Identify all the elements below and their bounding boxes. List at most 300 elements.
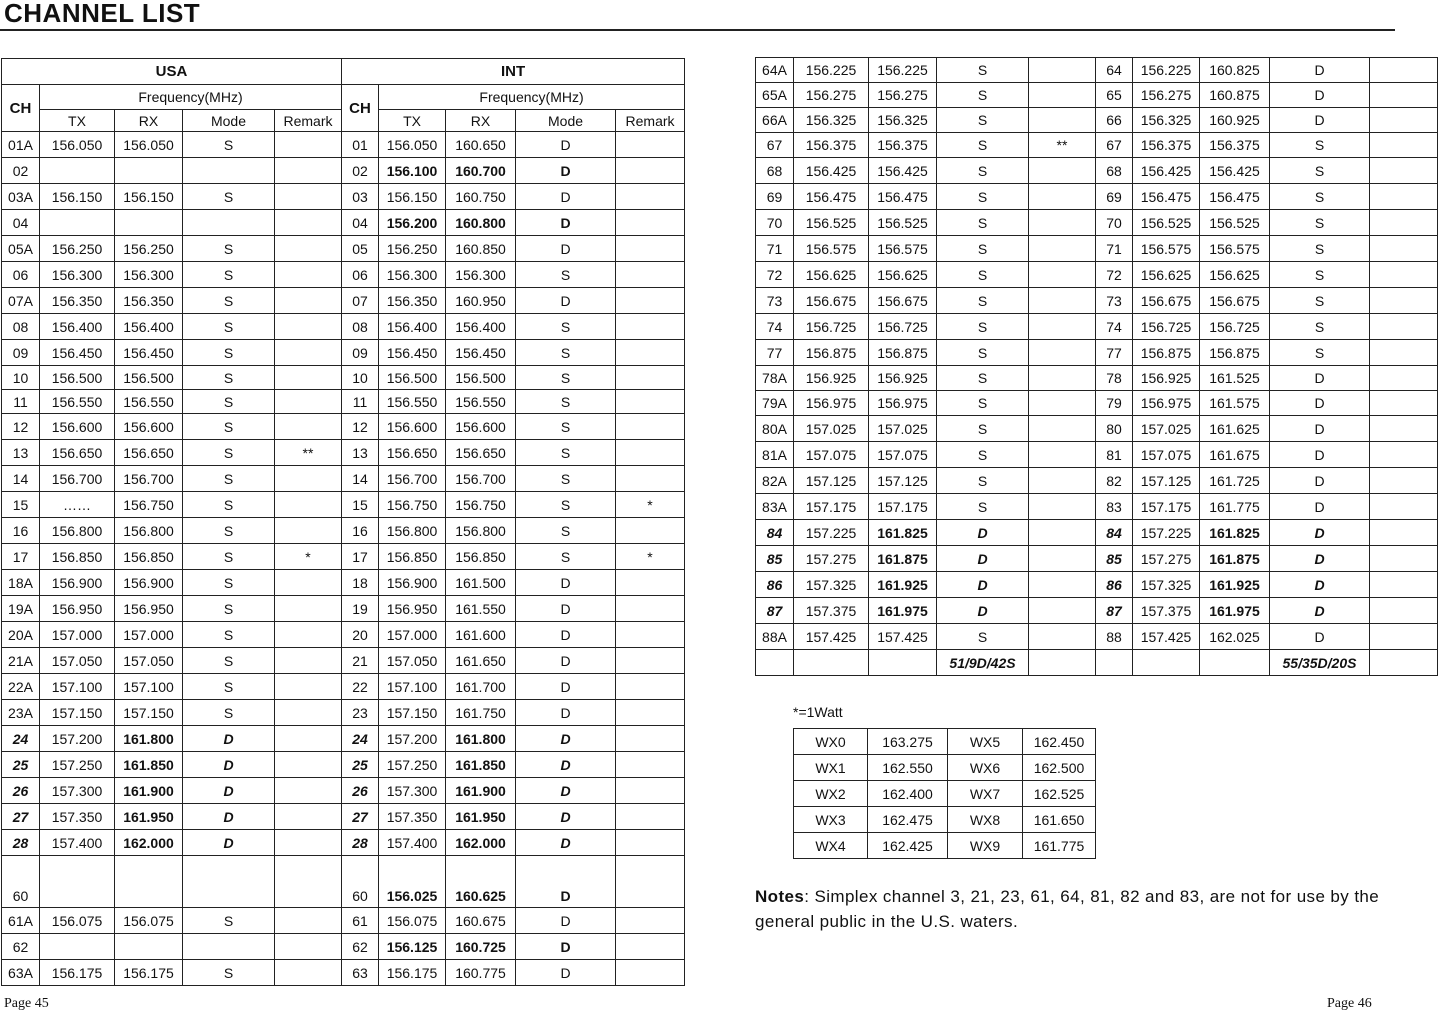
usa-remark-cell bbox=[275, 492, 342, 518]
int-rx-cell: 156.575 bbox=[1200, 236, 1270, 262]
int-ch-cell: 13 bbox=[342, 440, 379, 466]
channel-row bbox=[756, 133, 1438, 158]
int-mode-cell: D bbox=[516, 210, 616, 236]
usa-ch-cell: 86 bbox=[756, 572, 794, 598]
usa-remark-cell: ** bbox=[1029, 133, 1096, 158]
usa-tx-cell: 157.200 bbox=[40, 726, 115, 752]
int-tx-cell: 156.500 bbox=[379, 366, 446, 390]
usa-tx-cell: 156.800 bbox=[40, 518, 115, 544]
usa-tx-cell: 156.250 bbox=[40, 236, 115, 262]
usa-tx-cell: 156.275 bbox=[794, 83, 869, 108]
int-tx-cell: 156.100 bbox=[379, 158, 446, 184]
usa-rx-cell: 156.950 bbox=[115, 596, 183, 622]
int-rx-cell: 161.775 bbox=[1200, 494, 1270, 520]
usa-tx-cell: 157.125 bbox=[794, 468, 869, 494]
usa-remark-cell bbox=[275, 466, 342, 492]
int-remark-cell bbox=[1370, 210, 1438, 236]
int-mode-cell: D bbox=[1270, 598, 1370, 624]
usa-ch-cell: 65A bbox=[756, 83, 794, 108]
wx-channel-cell: WX1 bbox=[794, 755, 868, 781]
usa-ch-cell: 63A bbox=[2, 960, 40, 986]
usa-mode-cell: S bbox=[937, 494, 1029, 520]
usa-tx-cell: 157.350 bbox=[40, 804, 115, 830]
int-tx-cell: 156.225 bbox=[1133, 58, 1200, 83]
int-ch-cell: 25 bbox=[342, 752, 379, 778]
int-ch-cell: 07 bbox=[342, 288, 379, 314]
channel-row bbox=[756, 184, 1438, 210]
usa-ch-cell: 08 bbox=[2, 314, 40, 340]
channel-row bbox=[756, 624, 1438, 650]
int-tx-cell: 156.075 bbox=[379, 908, 446, 934]
channel-row bbox=[2, 648, 685, 674]
usa-ch-cell: 23A bbox=[2, 700, 40, 726]
int-remark-cell bbox=[1370, 340, 1438, 366]
channel-row bbox=[756, 210, 1438, 236]
usa-tx-cell bbox=[40, 934, 115, 960]
int-mode-cell: D bbox=[516, 674, 616, 700]
int-tx-cell: 156.550 bbox=[379, 390, 446, 414]
usa-mode-cell: S bbox=[937, 624, 1029, 650]
int-remark-cell bbox=[1370, 572, 1438, 598]
usa-ch-cell: 27 bbox=[2, 804, 40, 830]
usa-remark-cell bbox=[275, 622, 342, 648]
usa-mode-cell: S bbox=[183, 700, 275, 726]
int-ch-cell: 01 bbox=[342, 132, 379, 158]
wx-channel-cell: WX6 bbox=[948, 755, 1023, 781]
usa-rx-cell: 156.675 bbox=[869, 288, 937, 314]
int-rx-cell: 161.750 bbox=[446, 700, 516, 726]
usa-mode-cell: S bbox=[937, 340, 1029, 366]
int-remark-cell bbox=[616, 648, 685, 674]
usa-remark-cell bbox=[1029, 598, 1096, 624]
usa-remark-cell bbox=[275, 262, 342, 288]
usa-mode-cell bbox=[183, 210, 275, 236]
usa-remark-cell: ** bbox=[275, 440, 342, 466]
notes-label: Notes bbox=[755, 887, 805, 906]
usa-mode-cell: S bbox=[937, 391, 1029, 416]
int-rx-cell: 160.700 bbox=[446, 158, 516, 184]
int-tx-cell: 157.025 bbox=[1133, 416, 1200, 442]
usa-rx-cell: 156.600 bbox=[115, 414, 183, 440]
int-remark-header: Remark bbox=[616, 110, 685, 132]
left-channel-rows bbox=[2, 132, 685, 986]
channel-row bbox=[756, 546, 1438, 572]
usa-tx-cell: 157.275 bbox=[794, 546, 869, 572]
int-rx-cell: 161.600 bbox=[446, 622, 516, 648]
usa-ch-cell: 01A bbox=[2, 132, 40, 158]
int-ch-cell: 66 bbox=[1096, 108, 1133, 133]
channel-row bbox=[2, 518, 685, 544]
int-remark-cell bbox=[616, 856, 685, 908]
usa-ch-cell: 04 bbox=[2, 210, 40, 236]
int-rx-cell: 161.500 bbox=[446, 570, 516, 596]
usa-remark-cell bbox=[1029, 546, 1096, 572]
int-ch-cell: 09 bbox=[342, 340, 379, 366]
usa-mode-cell bbox=[183, 934, 275, 960]
usa-rx-cell: 161.950 bbox=[115, 804, 183, 830]
usa-ch-cell: 11 bbox=[2, 390, 40, 414]
int-remark-cell bbox=[1370, 624, 1438, 650]
int-mode-cell: S bbox=[516, 340, 616, 366]
int-ch-cell: 84 bbox=[1096, 520, 1133, 546]
int-ch-cell: 17 bbox=[342, 544, 379, 570]
usa-rx-header: RX bbox=[115, 110, 183, 132]
int-remark-cell bbox=[616, 440, 685, 466]
usa-rx-cell: 161.800 bbox=[115, 726, 183, 752]
usa-rx-cell: 156.575 bbox=[869, 236, 937, 262]
int-remark-cell bbox=[1370, 58, 1438, 83]
int-remark-cell bbox=[616, 288, 685, 314]
int-rx-cell: 160.625 bbox=[446, 856, 516, 908]
usa-ch-cell: 24 bbox=[2, 726, 40, 752]
int-ch-cell: 23 bbox=[342, 700, 379, 726]
int-mode-cell: S bbox=[516, 390, 616, 414]
int-rx-cell: 161.650 bbox=[446, 648, 516, 674]
wx-channel-cell: WX5 bbox=[948, 729, 1023, 755]
int-rx-header: RX bbox=[446, 110, 516, 132]
usa-remark-cell bbox=[275, 184, 342, 210]
int-remark-cell bbox=[616, 570, 685, 596]
usa-mode-cell: S bbox=[183, 288, 275, 314]
int-rx-cell: 160.850 bbox=[446, 236, 516, 262]
int-remark-cell bbox=[616, 830, 685, 856]
int-remark-cell bbox=[616, 622, 685, 648]
int-mode-cell: D bbox=[516, 908, 616, 934]
wx-channel-cell: WX8 bbox=[948, 807, 1023, 833]
int-tx-cell: 156.600 bbox=[379, 414, 446, 440]
channel-row bbox=[756, 314, 1438, 340]
usa-ch-cell: 61A bbox=[2, 908, 40, 934]
int-remark-cell bbox=[616, 674, 685, 700]
usa-rx-cell bbox=[115, 856, 183, 908]
int-ch-cell: 03 bbox=[342, 184, 379, 210]
wx-row bbox=[794, 833, 1096, 859]
channel-row bbox=[756, 158, 1438, 184]
int-rx-cell: 156.375 bbox=[1200, 133, 1270, 158]
int-ch-cell: 71 bbox=[1096, 236, 1133, 262]
int-mode-cell: D bbox=[1270, 108, 1370, 133]
int-mode-cell: D bbox=[516, 700, 616, 726]
usa-rx-cell: 162.000 bbox=[115, 830, 183, 856]
usa-rx-cell: 156.050 bbox=[115, 132, 183, 158]
int-rx-cell: 156.850 bbox=[446, 544, 516, 570]
channel-row bbox=[2, 830, 685, 856]
usa-ch-cell: 05A bbox=[2, 236, 40, 262]
int-rx-cell: 160.950 bbox=[446, 288, 516, 314]
usa-mode-cell: S bbox=[183, 960, 275, 986]
int-freq-header: Frequency(MHz) bbox=[379, 85, 685, 110]
int-ch-cell: 68 bbox=[1096, 158, 1133, 184]
int-mode-cell: D bbox=[1270, 442, 1370, 468]
int-tx-cell: 156.850 bbox=[379, 544, 446, 570]
channel-row bbox=[2, 314, 685, 340]
usa-mode-cell: D bbox=[183, 778, 275, 804]
int-rx-cell: 161.800 bbox=[446, 726, 516, 752]
int-remark-cell bbox=[616, 314, 685, 340]
int-rx-cell: 161.875 bbox=[1200, 546, 1270, 572]
channel-row bbox=[756, 468, 1438, 494]
usa-remark-cell bbox=[1029, 366, 1096, 391]
usa-tx-cell: 156.625 bbox=[794, 262, 869, 288]
usa-mode-cell: S bbox=[937, 288, 1029, 314]
int-tx-cell: 156.325 bbox=[1133, 108, 1200, 133]
right-channel-rows bbox=[756, 58, 1438, 650]
channel-row bbox=[756, 598, 1438, 624]
wx-frequency-cell: 162.550 bbox=[868, 755, 948, 781]
int-tx-cell: 157.325 bbox=[1133, 572, 1200, 598]
usa-tx-cell: 157.025 bbox=[794, 416, 869, 442]
int-remark-cell: * bbox=[616, 492, 685, 518]
channel-row bbox=[2, 700, 685, 726]
int-tx-cell: 157.375 bbox=[1133, 598, 1200, 624]
int-tx-cell: 157.000 bbox=[379, 622, 446, 648]
int-tx-cell: 156.950 bbox=[379, 596, 446, 622]
int-ch-cell: 11 bbox=[342, 390, 379, 414]
usa-ch-cell: 13 bbox=[2, 440, 40, 466]
usa-ch-cell: 83A bbox=[756, 494, 794, 520]
channel-row bbox=[2, 960, 685, 986]
usa-remark-cell bbox=[1029, 416, 1096, 442]
usa-mode-cell: S bbox=[183, 314, 275, 340]
usa-mode-cell: S bbox=[937, 184, 1029, 210]
usa-rx-cell: 156.925 bbox=[869, 366, 937, 391]
usa-ch-cell: 03A bbox=[2, 184, 40, 210]
usa-ch-cell: 62 bbox=[2, 934, 40, 960]
usa-ch-cell: 17 bbox=[2, 544, 40, 570]
usa-mode-cell: D bbox=[183, 752, 275, 778]
int-tx-cell: 157.200 bbox=[379, 726, 446, 752]
int-remark-cell bbox=[616, 518, 685, 544]
usa-ch-cell: 82A bbox=[756, 468, 794, 494]
int-rx-cell: 156.450 bbox=[446, 340, 516, 366]
usa-mode-cell: S bbox=[183, 132, 275, 158]
wx-frequency-cell: 162.400 bbox=[868, 781, 948, 807]
usa-ch-header: CH bbox=[2, 85, 40, 132]
usa-rx-cell: 161.825 bbox=[869, 520, 937, 546]
int-remark-cell bbox=[616, 700, 685, 726]
int-rx-cell: 156.800 bbox=[446, 518, 516, 544]
int-ch-cell: 63 bbox=[342, 960, 379, 986]
usa-rx-cell: 161.925 bbox=[869, 572, 937, 598]
usa-remark-cell bbox=[1029, 468, 1096, 494]
int-tx-cell: 156.875 bbox=[1133, 340, 1200, 366]
int-remark-cell bbox=[1370, 314, 1438, 340]
int-mode-cell: D bbox=[1270, 572, 1370, 598]
usa-rx-cell: 156.500 bbox=[115, 366, 183, 390]
usa-rx-cell: 156.225 bbox=[869, 58, 937, 83]
int-remark-cell bbox=[616, 934, 685, 960]
channel-row bbox=[2, 466, 685, 492]
usa-mode-cell: S bbox=[183, 622, 275, 648]
int-tx-cell: 156.200 bbox=[379, 210, 446, 236]
channel-row bbox=[2, 752, 685, 778]
int-ch-cell: 65 bbox=[1096, 83, 1133, 108]
int-tx-cell: 157.300 bbox=[379, 778, 446, 804]
usa-rx-cell: 156.900 bbox=[115, 570, 183, 596]
int-tx-cell: 156.400 bbox=[379, 314, 446, 340]
int-mode-cell: D bbox=[1270, 416, 1370, 442]
int-ch-cell: 10 bbox=[342, 366, 379, 390]
wx-frequency-cell: 162.475 bbox=[868, 807, 948, 833]
int-mode-cell: D bbox=[516, 132, 616, 158]
usa-tx-cell: 157.225 bbox=[794, 520, 869, 546]
int-mode-cell: S bbox=[516, 440, 616, 466]
int-remark-cell bbox=[616, 908, 685, 934]
int-mode-cell: S bbox=[1270, 133, 1370, 158]
usa-tx-cell: 156.225 bbox=[794, 58, 869, 83]
channel-row bbox=[2, 262, 685, 288]
usa-ch-cell: 79A bbox=[756, 391, 794, 416]
int-ch-cell: 69 bbox=[1096, 184, 1133, 210]
usa-rx-cell: 156.750 bbox=[115, 492, 183, 518]
int-mode-cell: D bbox=[1270, 624, 1370, 650]
wx-channel-cell: WX2 bbox=[794, 781, 868, 807]
usa-rx-cell: 156.325 bbox=[869, 108, 937, 133]
usa-rx-cell: 156.425 bbox=[869, 158, 937, 184]
usa-ch-cell: 18A bbox=[2, 570, 40, 596]
usa-mode-cell: S bbox=[183, 236, 275, 262]
usa-tx-cell: 156.550 bbox=[40, 390, 115, 414]
usa-remark-header: Remark bbox=[275, 110, 342, 132]
usa-mode-cell: D bbox=[937, 572, 1029, 598]
usa-ch-cell: 28 bbox=[2, 830, 40, 856]
usa-mode-cell: S bbox=[937, 314, 1029, 340]
usa-remark-cell bbox=[275, 314, 342, 340]
usa-tx-cell: …… bbox=[40, 492, 115, 518]
watt-note: *=1Watt bbox=[793, 704, 843, 720]
usa-tx-cell: 156.900 bbox=[40, 570, 115, 596]
int-ch-cell: 70 bbox=[1096, 210, 1133, 236]
channel-row bbox=[2, 288, 685, 314]
usa-mode-cell: S bbox=[183, 184, 275, 210]
usa-tx-cell: 157.425 bbox=[794, 624, 869, 650]
usa-rx-cell: 161.900 bbox=[115, 778, 183, 804]
usa-tx-cell: 156.500 bbox=[40, 366, 115, 390]
usa-remark-cell bbox=[275, 414, 342, 440]
usa-mode-cell: S bbox=[183, 390, 275, 414]
int-tx-cell: 156.975 bbox=[1133, 391, 1200, 416]
usa-ch-cell: 60 bbox=[2, 856, 40, 908]
usa-ch-cell: 09 bbox=[2, 340, 40, 366]
int-mode-cell: D bbox=[1270, 391, 1370, 416]
title-rule bbox=[0, 29, 1395, 31]
usa-ch-cell: 10 bbox=[2, 366, 40, 390]
usa-ch-cell: 16 bbox=[2, 518, 40, 544]
usa-rx-cell: 156.075 bbox=[115, 908, 183, 934]
usa-rx-cell: 156.650 bbox=[115, 440, 183, 466]
usa-rx-cell: 156.175 bbox=[115, 960, 183, 986]
usa-ch-cell: 78A bbox=[756, 366, 794, 391]
usa-tx-cell: 156.725 bbox=[794, 314, 869, 340]
int-remark-cell bbox=[1370, 184, 1438, 210]
usa-ch-cell: 15 bbox=[2, 492, 40, 518]
usa-mode-cell: S bbox=[183, 570, 275, 596]
usa-ch-cell: 66A bbox=[756, 108, 794, 133]
int-remark-cell bbox=[1370, 442, 1438, 468]
int-tx-cell: 156.625 bbox=[1133, 262, 1200, 288]
usa-remark-cell bbox=[275, 210, 342, 236]
channel-row bbox=[756, 83, 1438, 108]
usa-ch-cell: 14 bbox=[2, 466, 40, 492]
channel-row bbox=[2, 340, 685, 366]
usa-remark-cell bbox=[275, 518, 342, 544]
int-tx-cell: 156.150 bbox=[379, 184, 446, 210]
usa-ch-cell: 71 bbox=[756, 236, 794, 262]
int-rx-cell: 160.800 bbox=[446, 210, 516, 236]
usa-remark-cell bbox=[275, 700, 342, 726]
channel-row bbox=[2, 622, 685, 648]
usa-remark-cell bbox=[275, 158, 342, 184]
int-mode-cell: D bbox=[1270, 546, 1370, 572]
usa-rx-cell: 157.150 bbox=[115, 700, 183, 726]
int-ch-cell: 16 bbox=[342, 518, 379, 544]
int-mode-cell: S bbox=[516, 366, 616, 390]
usa-rx-cell: 156.275 bbox=[869, 83, 937, 108]
usa-remark-cell bbox=[1029, 236, 1096, 262]
usa-mode-cell: D bbox=[937, 546, 1029, 572]
int-remark-cell bbox=[1370, 366, 1438, 391]
int-rx-cell: 161.925 bbox=[1200, 572, 1270, 598]
usa-ch-cell: 69 bbox=[756, 184, 794, 210]
channel-row bbox=[2, 492, 685, 518]
int-mode-cell: D bbox=[516, 288, 616, 314]
usa-ch-cell: 88A bbox=[756, 624, 794, 650]
channel-row bbox=[756, 442, 1438, 468]
usa-tx-cell: 156.375 bbox=[794, 133, 869, 158]
channel-row bbox=[2, 804, 685, 830]
usa-mode-cell bbox=[183, 856, 275, 908]
usa-tx-header: TX bbox=[40, 110, 115, 132]
int-mode-cell: S bbox=[1270, 340, 1370, 366]
int-remark-cell bbox=[1370, 262, 1438, 288]
int-tx-cell: 156.900 bbox=[379, 570, 446, 596]
int-tx-cell: 157.100 bbox=[379, 674, 446, 700]
channel-row bbox=[2, 132, 685, 158]
usa-ch-cell: 84 bbox=[756, 520, 794, 546]
usa-rx-cell bbox=[115, 210, 183, 236]
usa-remark-cell bbox=[1029, 314, 1096, 340]
int-tx-cell: 156.925 bbox=[1133, 366, 1200, 391]
int-ch-cell: 87 bbox=[1096, 598, 1133, 624]
usa-mode-cell: S bbox=[937, 158, 1029, 184]
int-ch-cell: 15 bbox=[342, 492, 379, 518]
int-mode-cell: S bbox=[516, 544, 616, 570]
usa-tx-cell: 157.150 bbox=[40, 700, 115, 726]
usa-ch-cell: 70 bbox=[756, 210, 794, 236]
usa-tx-cell: 156.650 bbox=[40, 440, 115, 466]
int-tx-cell: 157.225 bbox=[1133, 520, 1200, 546]
usa-mode-cell: S bbox=[183, 908, 275, 934]
usa-mode-cell: S bbox=[937, 133, 1029, 158]
usa-mode-cell: S bbox=[937, 236, 1029, 262]
usa-remark-cell bbox=[1029, 572, 1096, 598]
usa-mode-cell: D bbox=[183, 726, 275, 752]
usa-tx-cell: 157.325 bbox=[794, 572, 869, 598]
usa-mode-cell: S bbox=[183, 648, 275, 674]
channel-row bbox=[2, 390, 685, 414]
usa-remark-cell bbox=[275, 648, 342, 674]
int-ch-cell: 22 bbox=[342, 674, 379, 700]
int-rx-cell: 156.675 bbox=[1200, 288, 1270, 314]
usa-rx-cell: 156.800 bbox=[115, 518, 183, 544]
usa-rx-cell: 156.300 bbox=[115, 262, 183, 288]
usa-ch-cell: 21A bbox=[2, 648, 40, 674]
usa-remark-cell bbox=[1029, 210, 1096, 236]
int-rx-cell: 162.000 bbox=[446, 830, 516, 856]
wx-frequency-cell: 162.500 bbox=[1023, 755, 1096, 781]
int-ch-cell: 21 bbox=[342, 648, 379, 674]
usa-mode-cell bbox=[183, 158, 275, 184]
